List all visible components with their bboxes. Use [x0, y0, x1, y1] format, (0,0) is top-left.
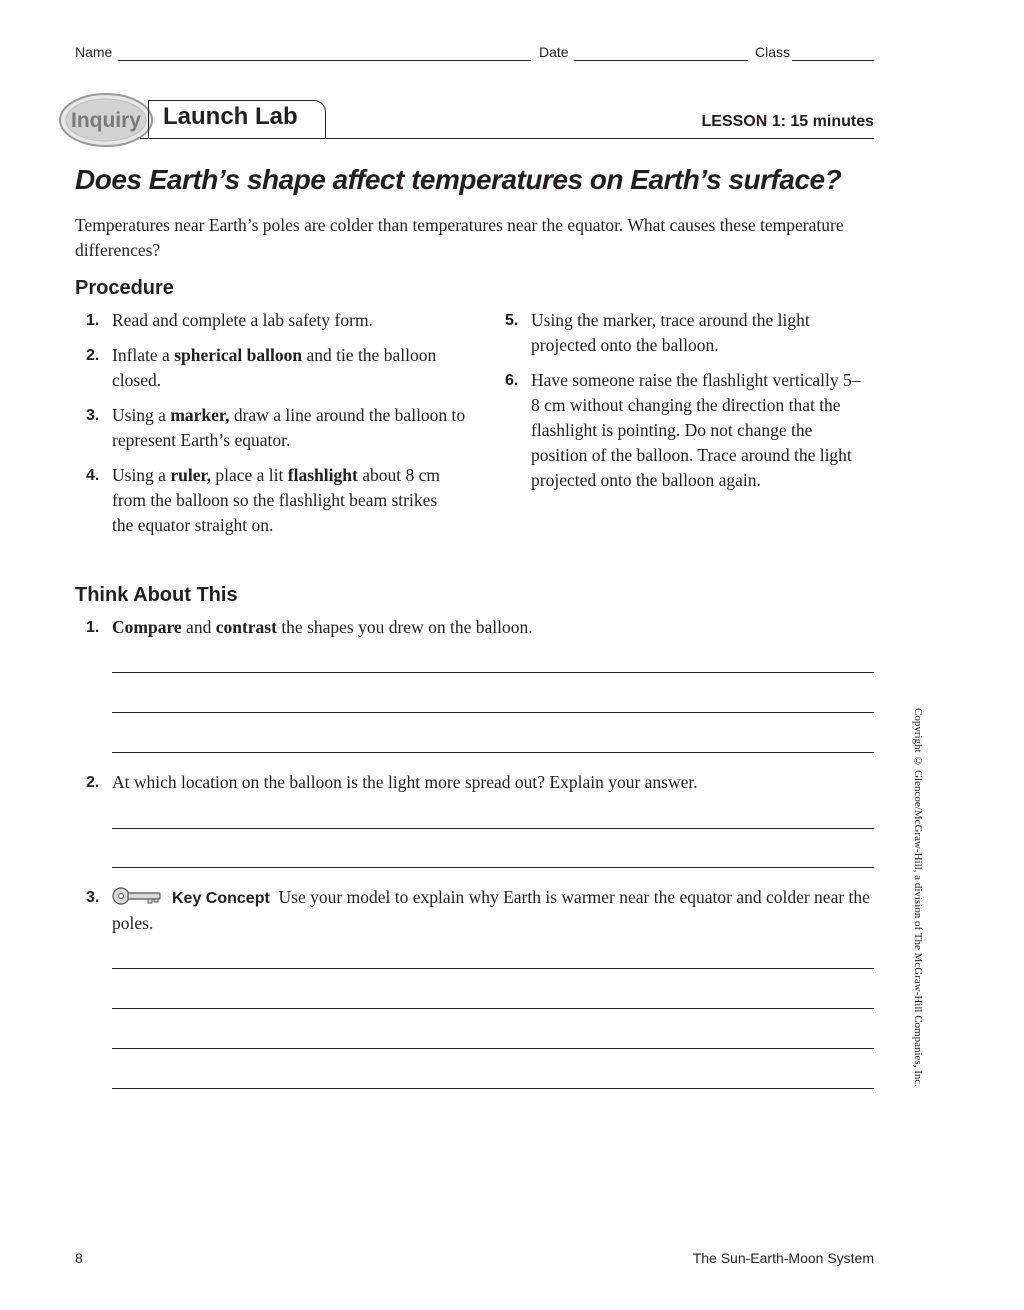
question-3-text	[112, 885, 872, 936]
inquiry-logo-icon	[58, 92, 154, 148]
date-label: Date	[539, 44, 569, 60]
page-title: Does Earth’s shape affect temperatures on Earth’s surface?	[75, 164, 842, 195]
text-run: the shapes you drew on the balloon.	[276, 617, 533, 637]
lesson-label: LESSON 1: 15 minutes	[701, 113, 874, 130]
step-3-number: 3.	[86, 407, 100, 424]
question-2-text: At which location on the balloon is the light more spread out? Explain your answer.	[112, 772, 698, 792]
step-5-number: 5.	[505, 312, 519, 329]
page-number: 8	[75, 1250, 83, 1266]
answer-line[interactable]	[112, 1088, 874, 1089]
launch-lab-label: Launch Lab	[163, 103, 298, 130]
answer-line[interactable]	[112, 828, 874, 829]
bold-term: Compare	[112, 617, 182, 637]
answer-line[interactable]	[112, 1048, 874, 1049]
question-3-prompt: Use your model to explain why Earth is warmer near the equator and colder near the poles.	[112, 887, 870, 933]
inquiry-logo-text: Inquiry	[70, 109, 142, 132]
text-run: Using a	[112, 405, 171, 425]
step-3-text	[112, 403, 472, 453]
question-2-number: 2.	[86, 774, 100, 791]
step-2-number: 2.	[86, 347, 100, 364]
step-6-number: 6.	[505, 372, 519, 389]
text-run: draw a line around the balloon to represent Earth’s equator.	[112, 405, 466, 450]
answer-line[interactable]	[112, 712, 874, 713]
bold-term: flashlight	[287, 465, 358, 485]
question-1-text	[112, 615, 872, 640]
class-label: Class	[755, 44, 791, 60]
text-run: and tie the balloon closed.	[112, 345, 437, 390]
step-1-number: 1.	[86, 312, 100, 329]
intro-text: Temperatures near Earth’s poles are colder than temperatures near the equator. What causes these temperature differences?	[75, 215, 844, 260]
class-field[interactable]	[792, 60, 874, 61]
text-run: and	[181, 617, 216, 637]
step-6-text	[531, 368, 866, 493]
banner-rule	[140, 138, 874, 139]
question-1-number: 1.	[86, 619, 100, 636]
think-about-this-heading: Think About This	[75, 584, 238, 606]
text-run: Read and complete a lab safety form.	[112, 310, 373, 330]
step-4-text	[112, 463, 447, 538]
answer-line[interactable]	[112, 1008, 874, 1009]
text-run: about 8 cm from the balloon so the flashlight beam strikes the equator straight on.	[112, 465, 440, 535]
text-run: place a lit	[211, 465, 288, 485]
answer-line[interactable]	[112, 752, 874, 753]
bold-term: spherical balloon	[174, 345, 303, 365]
key-concept-label: Key Concept	[172, 890, 270, 907]
step-5-text	[531, 308, 861, 358]
step-4-number: 4.	[86, 467, 100, 484]
copyright-notice: Copyright © Glencoe/McGraw-Hill, a division of The McGraw-Hill Companies, Inc.	[912, 708, 924, 1087]
bold-term: marker,	[170, 405, 230, 425]
answer-line[interactable]	[112, 867, 874, 868]
bold-term: contrast	[215, 617, 277, 637]
text-run: Have someone raise the flashlight vertically 5–8 cm without changing the direction that the flashlight is pointing. Do not change the position of the balloon. Trace around the light projected onto the balloon again.	[531, 370, 861, 490]
name-label: Name	[75, 44, 113, 60]
name-field[interactable]	[118, 60, 531, 61]
answer-line[interactable]	[112, 672, 874, 673]
answer-line[interactable]	[112, 968, 874, 969]
step-1-text	[112, 308, 472, 333]
unit-title: The Sun-Earth-Moon System	[692, 1250, 874, 1266]
text-run: Using a	[112, 465, 171, 485]
bold-term: ruler,	[170, 465, 211, 485]
question-3-number: 3.	[86, 889, 100, 906]
date-field[interactable]	[574, 60, 748, 61]
procedure-heading: Procedure	[75, 277, 174, 299]
text-run: Inflate a	[112, 345, 175, 365]
step-2-text	[112, 343, 457, 393]
text-run: Using the marker, trace around the light projected onto the balloon.	[531, 310, 810, 355]
